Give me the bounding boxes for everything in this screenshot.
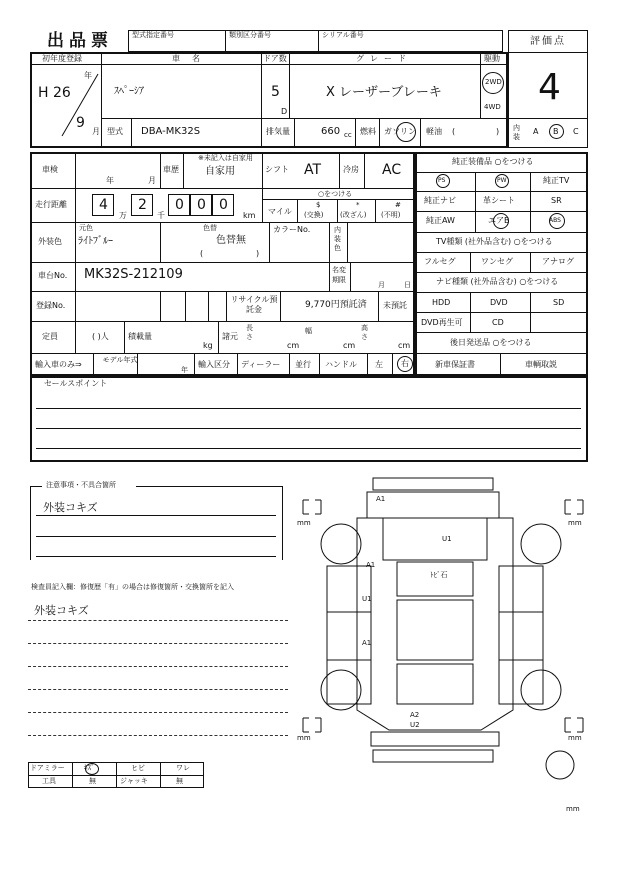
notes-label: 注意事項・不具合箇所 xyxy=(46,481,116,489)
left-door xyxy=(327,612,371,660)
navi-dvd-play: DVD再生可 xyxy=(421,318,463,327)
rear-window xyxy=(397,664,473,704)
model-year-label: モデル年式 xyxy=(102,356,138,364)
unknown-label: (不明) xyxy=(381,211,401,219)
eq-abs: ABS xyxy=(549,217,561,224)
grade-label: グレード xyxy=(356,54,412,63)
import-label: 輸入車のみ⇒ xyxy=(35,360,82,369)
car-name: ｽﾍﾟｰｼｱ xyxy=(114,86,144,97)
later-manual: 車輌取説 xyxy=(525,360,557,369)
mirror-scratch: ｷｽﾞ xyxy=(84,764,95,772)
first-reg-era: H 26 xyxy=(38,85,71,101)
load-label: 積載量 xyxy=(128,332,152,341)
navi-dvd: DVD xyxy=(490,298,508,307)
capacity-label: 定員 xyxy=(42,332,58,341)
inspection-month: 月 xyxy=(148,176,156,185)
inspection-year: 年 xyxy=(106,176,114,185)
mileage-km: km xyxy=(243,211,256,220)
paren-close: ) xyxy=(496,127,500,136)
color-no-label: カラーNo. xyxy=(273,225,311,234)
dims-label: 諸元 xyxy=(222,332,238,341)
inspection-label: 車検 xyxy=(42,165,58,174)
mm-unit-rr: mm xyxy=(568,734,582,742)
original-color-value: ﾗｲﾄﾌﾞﾙｰ xyxy=(78,236,113,247)
drive-label: 駆動 xyxy=(484,54,500,63)
sales-points-box xyxy=(30,376,588,462)
handle-label: ハンドル xyxy=(325,360,357,369)
mileage-circle-note: ○をつける xyxy=(318,190,353,198)
front-bumper xyxy=(373,478,493,490)
left-front-fender xyxy=(327,566,371,612)
recycle-label: リサイクル預託金 xyxy=(230,295,278,314)
interior-b: B xyxy=(553,127,559,136)
mileage-digit-1: 4 xyxy=(99,197,108,213)
navi-sd: SD xyxy=(553,298,565,307)
fuel-gasoline: ガソリン xyxy=(384,127,416,136)
door-label: ドア数 xyxy=(263,54,287,63)
repaint-label: 色替 xyxy=(203,224,217,232)
registration-label: 登録No. xyxy=(36,301,66,310)
chassis-label: 車台No. xyxy=(38,271,68,280)
original-color-label: 元色 xyxy=(79,224,93,232)
shift-value: AT xyxy=(304,162,322,178)
interior-label: 内装 xyxy=(513,124,520,141)
body-outline xyxy=(357,518,513,730)
left-rear xyxy=(327,660,371,704)
wheel-front-left xyxy=(321,524,361,564)
damage-chip: ﾄﾋﾞ石 xyxy=(430,571,448,579)
notes-text: 外装コキズ xyxy=(43,501,98,514)
cooler-label: 冷房 xyxy=(343,165,359,174)
chassis-value: MK32S-212109 xyxy=(84,267,183,282)
damage-a1-rear: A1 xyxy=(362,639,372,647)
model-year-unit: 年 xyxy=(181,366,188,374)
eq-airbag: エアB xyxy=(488,216,510,225)
import-dealer: ディーラー xyxy=(241,360,281,369)
cooler-value: AC xyxy=(382,162,402,178)
mileage-sen: 千 xyxy=(157,211,165,220)
color-label: 外装色 xyxy=(38,237,62,246)
cc-unit: cc xyxy=(344,131,352,139)
mileage-label: 走行距離 xyxy=(35,200,67,209)
history-note: ※未記入は自家用 xyxy=(198,154,253,162)
right-rear xyxy=(499,660,543,704)
height-cm: cm xyxy=(398,341,411,350)
recycle-value: 9,770円預託済 xyxy=(305,300,367,310)
class-number-label: 類別区分番号 xyxy=(229,31,271,39)
jack-label: ジャッキ xyxy=(120,777,148,785)
mirror-label: ドアミラー xyxy=(30,764,65,772)
roof xyxy=(397,600,473,660)
length-cm: cm xyxy=(287,341,300,350)
name-change-day: 日 xyxy=(404,281,411,289)
import-type-label: 輸入区分 xyxy=(198,360,230,369)
later-title: 後日発送品 ○をつける xyxy=(450,338,532,347)
form-title: 出品票 xyxy=(47,31,113,51)
mm-unit-rl: mm xyxy=(297,734,311,742)
damage-a2: A2 xyxy=(410,711,420,719)
recycle-unpaid: 未預託 xyxy=(383,301,407,310)
serial-number-label: シリアル番号 xyxy=(322,31,364,39)
score-value: 4 xyxy=(538,67,561,108)
mileage-digit-2: 2 xyxy=(138,197,147,213)
handle-right: 右 xyxy=(401,359,409,368)
model-label: 型式 xyxy=(107,127,123,136)
tv-fullseg: フルセグ xyxy=(424,257,456,266)
damage-a1-fender: A1 xyxy=(366,561,376,569)
wheel-front-right xyxy=(521,524,561,564)
mirror-crack: ヒビ xyxy=(131,764,145,772)
rear-bumper xyxy=(373,750,493,762)
mileage-man: 万 xyxy=(119,211,127,220)
interior-c: C xyxy=(573,127,579,136)
width-cm: cm xyxy=(343,341,356,350)
right-front-fender xyxy=(499,566,543,612)
detail-table xyxy=(30,152,415,376)
year-mark: 年 xyxy=(84,71,92,80)
tools-value: 無 xyxy=(89,777,96,785)
eq-ps: PS xyxy=(438,177,446,184)
grade-value: X レーザーブレーキ xyxy=(326,85,442,100)
exchange-label: (交換) xyxy=(304,211,324,219)
hood-front xyxy=(367,492,499,518)
eq-sr: SR xyxy=(551,196,562,205)
fuel-gasoline-circle xyxy=(396,122,416,142)
paren-open: ( xyxy=(452,127,456,136)
eq-aw: 純正AW xyxy=(426,216,455,225)
mileage-mile: マイル xyxy=(268,207,292,216)
mm-unit-fr: mm xyxy=(568,519,582,527)
door-count: 5 xyxy=(271,84,280,100)
type-number-label: 型式指定番号 xyxy=(132,31,174,39)
drive-4wd: 4WD xyxy=(484,103,501,111)
damage-a1-front: A1 xyxy=(376,495,386,503)
damage-u2: U2 xyxy=(410,721,420,729)
capacity-persons: ( )人 xyxy=(92,332,109,341)
load-kg: kg xyxy=(203,341,213,350)
name-change-label: 名変期限 xyxy=(332,266,346,284)
month-mark: 月 xyxy=(92,127,100,136)
repaint-paren-close: ) xyxy=(256,249,260,258)
mm-unit-fl: mm xyxy=(297,519,311,527)
repaint-paren-open: ( xyxy=(200,249,204,258)
later-warranty: 新車保証書 xyxy=(435,360,475,369)
repaint-value: 色替無 xyxy=(216,235,246,246)
eq-navi: 純正ナビ xyxy=(424,196,456,205)
mileage-digit-4: 0 xyxy=(197,197,206,213)
rear-gate xyxy=(371,732,499,746)
drive-2wd: 2WD xyxy=(485,78,502,86)
first-reg-month: 9 xyxy=(76,115,85,131)
damage-u1-hood: U1 xyxy=(442,535,452,543)
navi-type-title: ナビ種類 (社外品含む) ○をつける xyxy=(436,277,559,286)
shift-label: シフト xyxy=(265,165,289,174)
fuel-diesel: 軽油 xyxy=(426,127,442,136)
navi-hdd: HDD xyxy=(432,298,451,307)
history-label: 車歴 xyxy=(163,165,179,174)
mm-unit-spare: mm xyxy=(566,805,580,813)
right-door xyxy=(499,612,543,660)
interior-a: A xyxy=(533,127,539,136)
height-label: 高さ xyxy=(361,324,368,341)
tools-label: 工具 xyxy=(42,777,56,785)
displacement-value: 660 xyxy=(321,126,341,137)
mirror-break: ワレ xyxy=(176,764,190,772)
car-damage-diagram xyxy=(285,470,605,820)
eq-tv: 純正TV xyxy=(543,176,570,185)
interior-color-label: 内装色 xyxy=(334,226,341,252)
inspector-label: 検査員記入欄：修復歴「有」の場合は修復箇所・交換箇所を記入 xyxy=(31,583,234,591)
car-name-label: 車名 xyxy=(172,54,212,63)
mileage-digit-3: 0 xyxy=(175,197,184,213)
mileage-digit-5: 0 xyxy=(219,197,228,213)
jack-value: 無 xyxy=(176,777,183,785)
tv-type-title: TV種類 (社外品含む) ○をつける xyxy=(436,237,553,246)
handle-left: 左 xyxy=(375,360,383,369)
width-label: 幅 xyxy=(305,327,312,335)
displacement-label: 排気量 xyxy=(266,127,290,136)
first-reg-label: 初年度登録 xyxy=(42,54,82,63)
score-label: 評価点 xyxy=(530,36,566,47)
eq-leather: 革シート xyxy=(483,196,515,205)
equipment-title: 純正装備品 ○をつける xyxy=(452,157,534,166)
exchange-symbol: $ xyxy=(316,201,321,209)
damage-u1-door: U1 xyxy=(362,595,372,603)
length-label: 長さ xyxy=(246,324,253,341)
tv-analog: アナログ xyxy=(542,257,574,266)
windshield-area xyxy=(383,518,487,560)
eq-pw: PW xyxy=(497,177,507,184)
door-type: D xyxy=(281,107,288,116)
history-value: 自家用 xyxy=(205,166,235,177)
tv-oneseg: ワンセグ xyxy=(481,257,513,266)
tampered-label: (改ざん) xyxy=(340,211,367,219)
fuel-label: 燃料 xyxy=(360,127,376,136)
id-number-box xyxy=(128,30,503,52)
hood-center xyxy=(397,562,473,596)
tampered-symbol: * xyxy=(356,201,360,209)
import-parallel: 並行 xyxy=(295,360,311,369)
spare-wheel xyxy=(546,751,574,779)
inspector-text: 外装コキズ xyxy=(34,604,89,617)
navi-cd: CD xyxy=(492,318,504,327)
sales-points-label: セールスポイント xyxy=(44,379,108,388)
name-change-month: 月 xyxy=(378,281,385,289)
model-value: DBA-MK32S xyxy=(141,126,201,137)
unknown-symbol: # xyxy=(395,201,401,209)
